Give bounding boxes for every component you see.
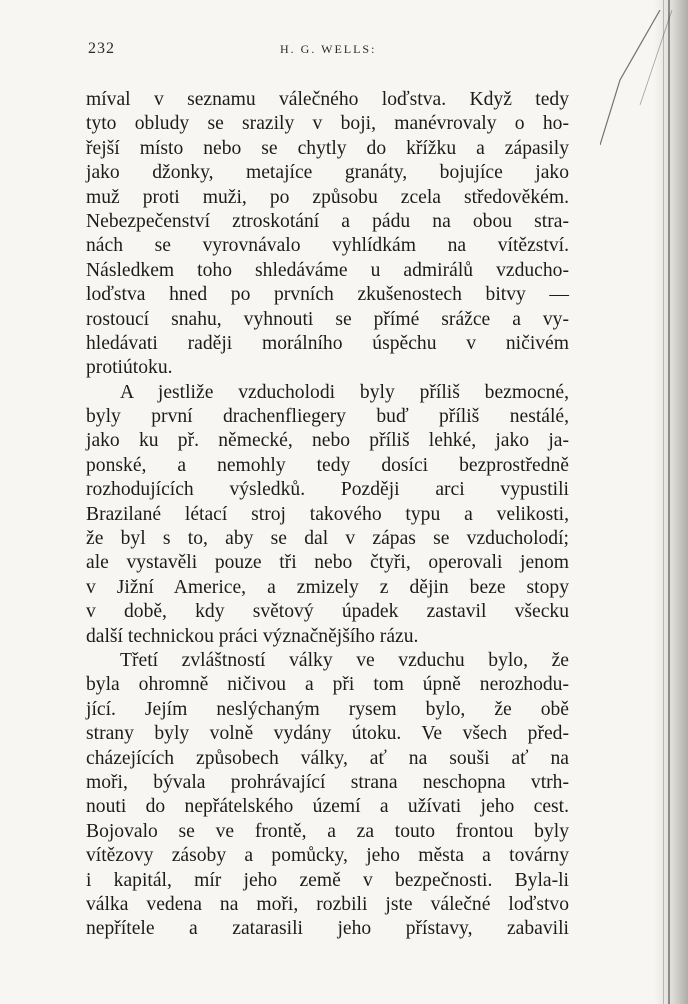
text-line: loďstva hned po prvních zkušenostech bitvy — [86, 284, 569, 306]
page-number: 232 [88, 40, 115, 57]
text-line: jako ku př. německé, nebo příliš lehké, jako ja- [86, 430, 569, 452]
text-line: muž proti muži, po způsobu zcela středověkém. [86, 186, 569, 208]
text-line: moři, bývala prohrávající strana neschopna vtrh- [86, 771, 569, 793]
text-line: byla ohromně ničivou a při tom úpně nerozhodu- [86, 674, 569, 696]
body-text [86, 88, 569, 942]
text-line: ponské, a nemohly tedy dosíci bezprostředně [86, 454, 569, 476]
text-line: řejší místo nebo se chytly do křížku a zápasily [86, 137, 569, 159]
text-line: Třetí zvláštností války ve vzduchu bylo, že [120, 649, 569, 671]
text-line: Nebezpečenství ztroskotání a pádu na obou stra- [86, 210, 569, 232]
text-line: jící. Jejím neslýchaným rysem bylo, že obě [86, 698, 569, 720]
text-line: že byl s to, aby se dal v zápas se vzducholodí; [86, 528, 569, 550]
text-line: ale vystavěli pouze tři nebo čtyři, operovali jenom [86, 552, 569, 574]
text-line: rozhodujících výsledků. Později arci vypustili [86, 479, 569, 501]
text-line: protiútoku. [86, 357, 173, 379]
text-line: v Jižní Americe, a zmizely z dějin beze stopy [86, 576, 569, 598]
text-line: jako džonky, metajíce granáty, bojujíce jako [86, 162, 569, 184]
text-line: další technickou práci význačnějšího rázu. [86, 625, 419, 647]
page-edge-line [668, 0, 670, 1004]
text-line: válka vedena na moři, rozbili jste válečné loďstvo [86, 893, 569, 915]
text-line: Brazilané létací stroj takového typu a velikosti, [86, 503, 569, 525]
page-edge-line-inner [663, 0, 664, 1004]
text-line: byly první drachenfliegery buď příliš nestálé, [86, 406, 569, 428]
text-line: nepřítele a zatarasili jeho přístavy, zabavili [86, 918, 569, 940]
text-line: vítězovy zásoby a pomůcky, jeho města a továrny [86, 845, 569, 867]
text-line: i kapitál, mír jeho země v bezpečnosti. Byla-li [86, 869, 569, 891]
page-edge-shadow [654, 0, 688, 1004]
text-line: v době, kdy světový úpadek zastavil všecku [86, 601, 569, 623]
text-line: rostoucí snahu, vyhnouti se přímé srážce a vy- [86, 308, 569, 330]
text-line: cházejících způsobech války, ať na souši ať na [86, 747, 569, 769]
text-line: nouti do nepřátelského území a užívati jeho cest. [86, 796, 569, 818]
text-line: míval v seznamu válečného loďstva. Když tedy [86, 89, 569, 110]
text-line: hledávati raději morálního úspěchu v ničivém [86, 332, 569, 354]
running-head: H. G. WELLS: [280, 42, 377, 56]
text-line: tyto obludy se srazily v boji, manévrovaly o ho- [86, 113, 569, 135]
page-header [88, 40, 572, 64]
text-line: Bojovalo se ve frontě, a za touto frontou byly [86, 820, 569, 842]
text-line: A jestliže vzducholodi byly příliš bezmocné, [120, 381, 569, 403]
text-line: Následkem toho shledáváme u admirálů vzducho- [86, 259, 569, 281]
text-line: strany byly volně vydány útoku. Ve všech před- [86, 723, 569, 745]
text-line: nách se vyrovnávalo vyhlídkám na vítězství. [86, 235, 569, 257]
